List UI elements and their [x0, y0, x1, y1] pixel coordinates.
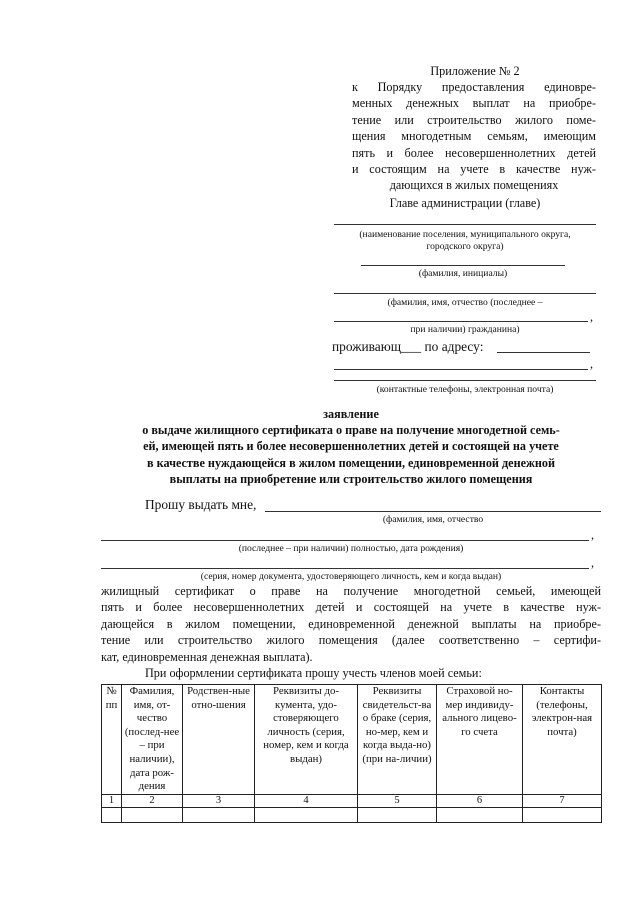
comma: ,: [590, 357, 594, 371]
table-cell[interactable]: [255, 807, 358, 822]
column-number: 6: [437, 794, 523, 807]
comma: ,: [590, 310, 594, 324]
header-number: № пп: [102, 685, 122, 795]
address-label: проживающ___ по адресу:: [332, 339, 484, 354]
fio-hint: (фамилия, имя, отчество (последнее –: [387, 297, 543, 308]
table-cell[interactable]: [122, 807, 183, 822]
request-document-hint: (серия, номер документа, удостоверяющего личность, кем и когда выдан): [200, 571, 502, 582]
paragraph-line: дающейся в жилом помещении, единовременной денежной выплаты на приобре-: [101, 616, 601, 631]
appendix-line: пять и более несовершеннолетних детей: [352, 145, 596, 160]
paragraph-line: жилищный сертификат о праве на получение многодетной семьей, имеющей: [101, 584, 601, 598]
address-line-2[interactable]: [334, 369, 588, 370]
request-label: Прошу выдать мне,: [145, 497, 257, 512]
paragraph-line: кат, единовременная денежная выплата).: [101, 649, 313, 664]
appendix-title: Приложение № 2: [430, 64, 520, 78]
fio-line-2[interactable]: [334, 321, 588, 322]
statement-subtitle-line: о выдаче жилищного сертификата о праве на получение многодетной семь-: [142, 423, 560, 437]
request-birth-line[interactable]: [101, 540, 589, 541]
request-fio-hint: (фамилия, имя, отчество: [382, 514, 484, 525]
request-birth-hint: (последнее – при наличии) полностью, дата рождения): [238, 543, 464, 554]
initials-line[interactable]: [361, 265, 565, 266]
appendix-line: дающихся в жилых помещениях: [389, 178, 559, 193]
table-cell[interactable]: [523, 807, 602, 822]
table-cell[interactable]: [358, 807, 437, 822]
family-table: [101, 684, 602, 823]
appendix-line: к Порядку предоставления единовре-: [352, 80, 596, 94]
header-snils: Страховой но-мер индивиду-ального лицево-го счета: [437, 685, 523, 795]
comma: ,: [591, 528, 595, 542]
comma: ,: [591, 556, 595, 570]
column-number: 4: [255, 794, 358, 807]
settlement-line[interactable]: [334, 224, 596, 225]
contacts-hint: (контактные телефоны, электронная почта): [376, 384, 554, 395]
contacts-line[interactable]: [334, 380, 596, 381]
column-number: 1: [102, 794, 122, 807]
appendix-line: тение или строительство жилого поме-: [352, 112, 596, 127]
table-cell[interactable]: [183, 807, 255, 822]
header-marriage-certificate: Реквизиты свидетельст-ва о браке (серия, но-мер, кем и когда выда-но) (при на-личии): [358, 685, 437, 795]
statement-subtitle-line: в качестве нуждающейся в жилом помещении, единовременной денежной: [147, 455, 555, 470]
header-contacts: Контакты (телефоны, электрон-ная почта): [523, 685, 602, 795]
family-intro: При оформлении сертификата прошу учесть членов моей семьи:: [145, 666, 482, 680]
header-identity-document: Реквизиты до-кумента, удо-стоверяющего личность (серия, номер, кем и когда выдан): [255, 685, 358, 795]
fio-hint-2: при наличии) гражданина): [410, 324, 520, 335]
statement-subtitle-line: ей, имеющей пять и более несовершеннолетних детей и состоящей на учете: [143, 439, 559, 454]
appendix-line: менных денежных выплат на приобре-: [352, 96, 596, 111]
header-relation: Родствен-ные отно-шения: [183, 685, 255, 795]
appendix-line: щения многодетным семьям, имеющим: [352, 129, 596, 144]
header-name: Фамилия, имя, от-чество (послед-нее – при наличии), дата рож-дения: [122, 685, 183, 795]
initials-hint: (фамилия, инициалы): [418, 268, 508, 279]
addressee-head: Главе администрации (главе): [389, 196, 541, 210]
appendix-line: и состоящим на учете в качестве нуж-: [352, 162, 596, 177]
table-cell[interactable]: [102, 807, 122, 822]
body-paragraph: [101, 583, 601, 665]
request-fio-line[interactable]: [265, 511, 601, 512]
settlement-hint: (наименование поселения, муниципального округа,: [359, 229, 571, 240]
table-row: [102, 807, 602, 822]
statement-subtitle-line: выплаты на приобретение или строительство жилого помещения: [169, 472, 533, 487]
column-number: 7: [523, 794, 602, 807]
request-document-line[interactable]: [101, 568, 589, 569]
settlement-hint: городского округа): [426, 241, 504, 252]
column-number: 3: [183, 794, 255, 807]
appendix-text: [352, 79, 596, 194]
table-number-row: [102, 794, 602, 807]
column-number: 5: [358, 794, 437, 807]
address-line[interactable]: [497, 352, 590, 353]
statement-title: заявление: [323, 407, 379, 421]
paragraph-line: тение или строительство жилого помещения (далее соответственно – сертифи-: [101, 633, 601, 648]
table-cell[interactable]: [437, 807, 523, 822]
column-number: 2: [122, 794, 183, 807]
fio-line[interactable]: [334, 293, 596, 294]
table-header-row: [102, 685, 602, 795]
statement-subtitle: [101, 422, 601, 488]
paragraph-line: пять и более несовершеннолетних детей и состоящей на учете в качестве нуж-: [101, 600, 601, 615]
